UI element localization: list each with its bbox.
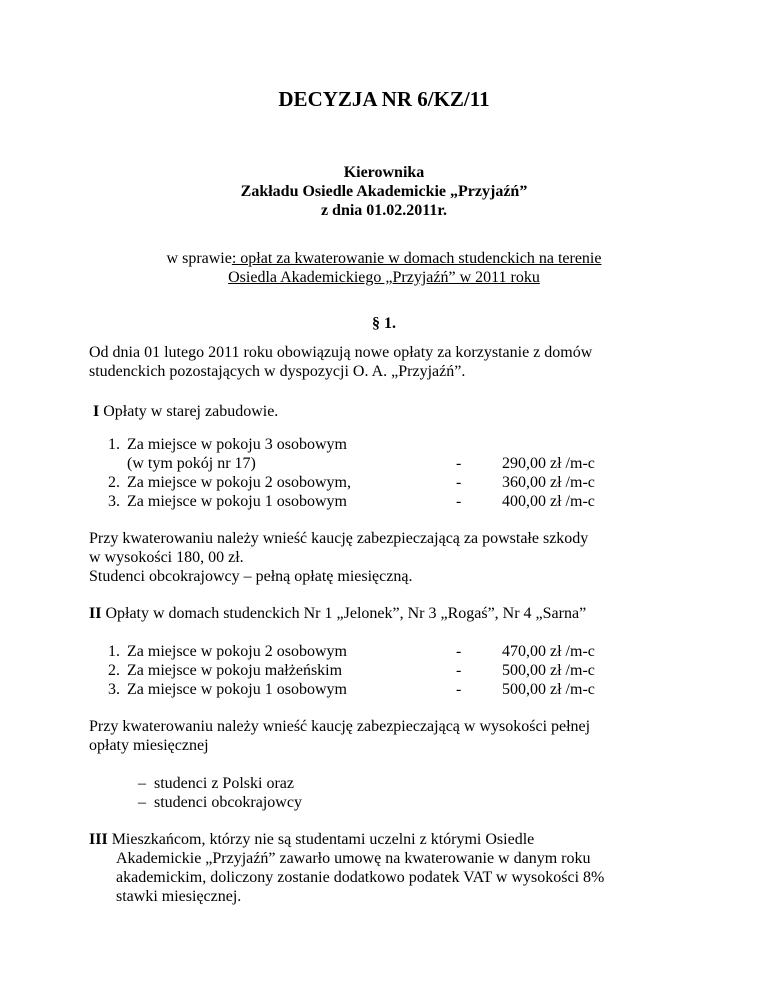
item-label: Za miejsce w pokoju 2 osobowym, — [127, 474, 351, 491]
section-3-line-4: stawki miesięcznej. — [116, 888, 242, 905]
section-2-heading-text: Opłaty w domach studenckich Nr 1 „Jelonek”, Nr 3 „Rogaś”, Nr 4 „Sarna” — [101, 605, 587, 622]
item-dash: - — [456, 493, 462, 510]
item-price: 400,00 zł /m-c — [502, 493, 595, 510]
paragraph-mark: § 1. — [372, 315, 396, 332]
section-3-numeral: III — [89, 831, 108, 848]
bullet-item — [138, 793, 302, 812]
deposit-note-1: Przy kwaterowaniu należy wnieść kaucję zabezpieczającą w wysokości pełnej — [89, 718, 591, 735]
deposit-note-1: Przy kwaterowaniu należy wnieść kaucję zabezpieczającą za powstałe szkody — [89, 530, 589, 547]
bullet-text: studenci obcokrajowcy — [154, 794, 302, 811]
foreign-students-note: Studenci obcokrajowcy – pełną opłatę miesięczną. — [89, 568, 413, 585]
item-price: 290,00 zł /m-c — [502, 455, 595, 472]
list-item: 1. Za miejsce w pokoju 2 osobowym — [108, 643, 347, 660]
intro-line-1: Od dnia 01 lutego 2011 roku obowiązują nowe opłaty za korzystanie z domów — [89, 344, 593, 361]
bullet-mark: – — [138, 775, 146, 792]
item-dash: - — [456, 681, 462, 698]
section-1-numeral: I — [93, 403, 100, 420]
list-item: 2. Za miejsce w pokoju 2 osobowym, — [108, 474, 351, 491]
item-dash: - — [456, 662, 462, 679]
issuer-line-3: z dnia 01.02.2011r. — [320, 202, 448, 219]
section-1-heading-text: Opłaty w starej zabudowie. — [99, 403, 279, 420]
section-3-line-2: Akademickie „Przyjaźń” zawarło umowę na kwaterowanie w danym roku — [116, 850, 591, 867]
item-price: 360,00 zł /m-c — [502, 474, 595, 491]
item-label: Za miejsce w pokoju 1 osobowym — [127, 493, 347, 510]
section-2-numeral: II — [89, 605, 102, 622]
subject-line-2: Osiedla Akademickiego „Przyjaźń” w 2011 roku — [228, 269, 540, 286]
subject-prefix: w sprawie — [166, 250, 232, 267]
list-item: 1. Za miejsce w pokoju 3 osobowym — [108, 436, 347, 453]
item-dash: - — [456, 474, 462, 491]
section-2-heading — [89, 604, 586, 623]
section-3-line-3: akademickim, doliczony zostanie dodatkowo podatek VAT w wysokości 8% — [116, 869, 605, 886]
document-title: DECYZJA NR 6/KZ/11 — [278, 87, 490, 111]
item-price: 470,00 zł /m-c — [502, 643, 595, 660]
item-dash: - — [456, 643, 462, 660]
item-price: 500,00 zł /m-c — [502, 681, 595, 698]
list-item-note: (w tym pokój nr 17) — [127, 455, 256, 472]
deposit-note-2: opłaty miesięcznej — [89, 737, 209, 754]
item-dash: - — [456, 455, 462, 472]
subject-text-1: : opłat za kwaterowanie w domach studenckich na terenie — [231, 250, 602, 267]
item-label: Za miejsce w pokoju 1 osobowym — [127, 681, 347, 698]
bullet-text: studenci z Polski oraz — [154, 775, 294, 792]
bullet-mark: – — [138, 794, 146, 811]
section-3-line-1: III Mieszkańcom, którzy nie są studentami uczelni z którymi Osiedle — [89, 831, 535, 848]
list-item: 3. Za miejsce w pokoju 1 osobowym — [108, 681, 347, 698]
issuer-line-1: Kierownika — [343, 164, 425, 181]
section-1-heading — [93, 402, 278, 421]
list-item: 3. Za miejsce w pokoju 1 osobowym — [108, 493, 347, 510]
item-label: Za miejsce w pokoju małżeńskim — [127, 662, 343, 679]
list-item: 2. Za miejsce w pokoju małżeńskim — [108, 662, 343, 679]
deposit-note-2: w wysokości 180, 00 zł. — [89, 549, 244, 566]
issuer-line-2: Zakładu Osiedle Akademickie „Przyjaźń” — [240, 183, 528, 200]
subject-line-1 — [0, 249, 768, 268]
item-label: Za miejsce w pokoju 3 osobowym — [127, 436, 347, 453]
item-label: Za miejsce w pokoju 2 osobowym — [127, 643, 347, 660]
item-price: 500,00 zł /m-c — [502, 662, 595, 679]
intro-line-2: studenckich pozostających w dyspozycji O. A. „Przyjaźń”. — [89, 363, 466, 380]
bullet-item — [138, 774, 294, 793]
